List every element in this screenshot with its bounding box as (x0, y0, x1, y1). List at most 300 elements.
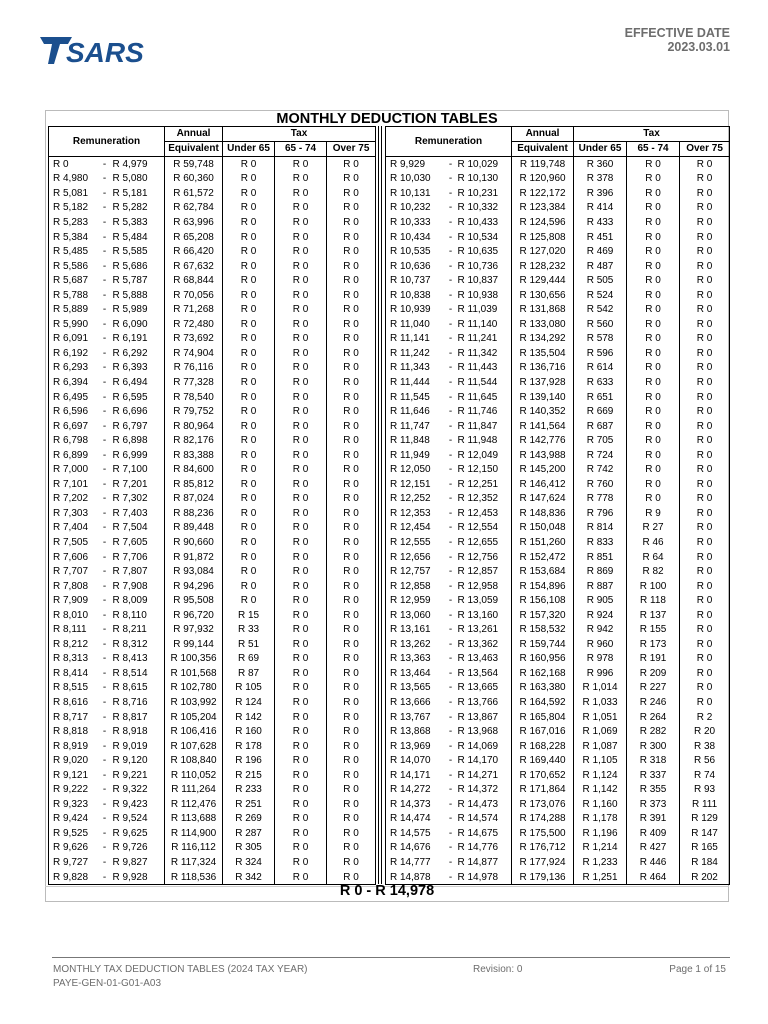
tax-65-74: R 0 (275, 448, 327, 463)
tax-65-74: R 0 (627, 157, 680, 172)
annual-equivalent: R 179,136 (512, 870, 574, 885)
tax-over-75: R 0 (327, 404, 376, 419)
remuneration-from: R 7,606 (49, 550, 99, 565)
remuneration-to: R 8,716 (111, 695, 165, 710)
annual-equivalent: R 110,052 (165, 768, 223, 783)
table-row (49, 753, 376, 768)
table-row (49, 608, 376, 623)
remuneration-to: R 8,615 (111, 681, 165, 696)
tax-65-74: R 0 (275, 346, 327, 361)
header-remuneration: Remuneration (386, 127, 512, 157)
range-dash: - (102, 333, 107, 345)
tax-65-74: R 0 (275, 317, 327, 332)
tax-under-65: R 0 (223, 273, 275, 288)
table-title: MONTHLY DEDUCTION TABLES (276, 111, 498, 127)
range-dash: - (102, 347, 107, 359)
table-row (386, 652, 730, 667)
remuneration-from: R 13,161 (386, 623, 446, 638)
tax-over-75: R 0 (680, 186, 730, 201)
tax-under-65: R 596 (574, 346, 627, 361)
table-row (386, 332, 730, 347)
table-row (386, 419, 730, 434)
table-row (49, 302, 376, 317)
range-dash: - (448, 187, 453, 199)
annual-equivalent: R 147,624 (512, 492, 574, 507)
annual-equivalent: R 152,472 (512, 550, 574, 565)
range-dash: - (448, 216, 453, 228)
range-dash: - (448, 551, 453, 563)
tax-over-75: R 0 (327, 739, 376, 754)
tax-under-65: R 505 (574, 273, 627, 288)
table-row (49, 739, 376, 754)
header-65-74: 65 - 74 (275, 142, 327, 157)
tax-65-74: R 355 (627, 783, 680, 798)
annual-equivalent: R 100,356 (165, 652, 223, 667)
remuneration-from: R 10,030 (386, 172, 446, 187)
tax-65-74: R 0 (275, 608, 327, 623)
annual-equivalent: R 143,988 (512, 448, 574, 463)
remuneration-from: R 9,525 (49, 826, 99, 841)
tax-over-75: R 0 (680, 244, 730, 259)
remuneration-to: R 10,332 (456, 201, 512, 216)
tax-under-65: R 542 (574, 302, 627, 317)
tax-65-74: R 0 (627, 404, 680, 419)
annual-equivalent: R 103,992 (165, 695, 223, 710)
remuneration-from: R 11,141 (386, 332, 446, 347)
range-dash: - (102, 827, 107, 839)
tax-over-75: R 0 (327, 244, 376, 259)
range-dash: - (102, 464, 107, 476)
remuneration-from: R 10,838 (386, 288, 446, 303)
tax-under-65: R 433 (574, 215, 627, 230)
tax-65-74: R 0 (275, 637, 327, 652)
annual-equivalent: R 111,264 (165, 783, 223, 798)
tax-under-65: R 0 (223, 390, 275, 405)
remuneration-to: R 6,393 (111, 361, 165, 376)
tax-65-74: R 0 (275, 259, 327, 274)
tax-65-74: R 0 (275, 739, 327, 754)
remuneration-to: R 7,504 (111, 521, 165, 536)
tax-under-65: R 978 (574, 652, 627, 667)
tax-65-74: R 0 (627, 375, 680, 390)
tax-65-74: R 0 (627, 361, 680, 376)
remuneration-from: R 6,798 (49, 433, 99, 448)
tax-65-74: R 464 (627, 870, 680, 885)
range-dash: - (102, 653, 107, 665)
remuneration-from: R 14,474 (386, 812, 446, 827)
remuneration-to: R 6,191 (111, 332, 165, 347)
remuneration-from: R 10,333 (386, 215, 446, 230)
remuneration-to: R 5,686 (111, 259, 165, 274)
tax-over-75: R 0 (680, 230, 730, 245)
table-row (386, 361, 730, 376)
remuneration-to: R 10,029 (456, 157, 512, 172)
remuneration-from: R 11,545 (386, 390, 446, 405)
annual-equivalent: R 84,600 (165, 462, 223, 477)
header-65-74: 65 - 74 (627, 142, 680, 157)
annual-equivalent: R 68,844 (165, 273, 223, 288)
remuneration-to: R 12,453 (456, 506, 512, 521)
remuneration-to: R 9,221 (111, 768, 165, 783)
tax-65-74: R 0 (627, 390, 680, 405)
tax-under-65: R 215 (223, 768, 275, 783)
table-row (49, 172, 376, 187)
table-row (386, 550, 730, 565)
remuneration-from: R 9,424 (49, 812, 99, 827)
annual-equivalent: R 71,268 (165, 302, 223, 317)
table-row (49, 419, 376, 434)
remuneration-from: R 5,081 (49, 186, 99, 201)
range-dash: - (448, 842, 453, 854)
remuneration-to: R 12,049 (456, 448, 512, 463)
remuneration-to: R 11,544 (456, 375, 512, 390)
tax-under-65: R 942 (574, 623, 627, 638)
range-dash: - (102, 391, 107, 403)
tax-65-74: R 0 (627, 259, 680, 274)
tax-65-74: R 0 (627, 215, 680, 230)
remuneration-to: R 13,867 (456, 710, 512, 725)
remuneration-to: R 5,484 (111, 230, 165, 245)
tax-under-65: R 560 (574, 317, 627, 332)
table-row (49, 288, 376, 303)
tax-under-65: R 0 (223, 433, 275, 448)
remuneration-to: R 11,948 (456, 433, 512, 448)
remuneration-to: R 14,877 (456, 855, 512, 870)
tax-over-75: R 0 (327, 564, 376, 579)
tax-over-75: R 129 (680, 812, 730, 827)
table-row (386, 812, 730, 827)
annual-equivalent: R 129,444 (512, 273, 574, 288)
range-dash: - (102, 711, 107, 723)
tax-over-75: R 0 (327, 637, 376, 652)
remuneration-to: R 12,251 (456, 477, 512, 492)
remuneration-to: R 7,100 (111, 462, 165, 477)
remuneration-from: R 5,384 (49, 230, 99, 245)
table-row (49, 230, 376, 245)
remuneration-to: R 5,787 (111, 273, 165, 288)
tax-under-65: R 360 (574, 157, 627, 172)
remuneration-from: R 11,747 (386, 419, 446, 434)
annual-equivalent: R 150,048 (512, 521, 574, 536)
range-dash: - (448, 798, 453, 810)
tax-65-74: R 0 (275, 710, 327, 725)
tax-under-65: R 614 (574, 361, 627, 376)
annual-equivalent: R 107,628 (165, 739, 223, 754)
range-dash: - (102, 697, 107, 708)
annual-equivalent: R 169,440 (512, 753, 574, 768)
remuneration-to: R 6,696 (111, 404, 165, 419)
tax-under-65: R 414 (574, 201, 627, 216)
range-dash: - (448, 333, 453, 345)
remuneration-to: R 10,231 (456, 186, 512, 201)
remuneration-to: R 11,847 (456, 419, 512, 434)
tax-under-65: R 905 (574, 593, 627, 608)
range-dash: - (446, 870, 456, 885)
annual-equivalent: R 112,476 (165, 797, 223, 812)
annual-equivalent: R 177,924 (512, 855, 574, 870)
range-dash: - (102, 493, 107, 505)
table-row (386, 724, 730, 739)
tax-65-74: R 0 (275, 244, 327, 259)
remuneration-from: R 7,909 (49, 593, 99, 608)
remuneration-from: R 14,575 (386, 826, 446, 841)
tax-over-75: R 0 (680, 462, 730, 477)
remuneration-to: R 7,908 (111, 579, 165, 594)
tax-65-74: R 27 (627, 521, 680, 536)
tax-over-75: R 0 (680, 666, 730, 681)
effective-date-block (625, 26, 730, 54)
tax-over-75: R 0 (327, 783, 376, 798)
range-dash: - (448, 595, 453, 607)
tax-under-65: R 487 (574, 259, 627, 274)
sars-logo (38, 34, 148, 68)
remuneration-from: R 11,242 (386, 346, 446, 361)
remuneration-to: R 8,817 (111, 710, 165, 725)
range-dash: - (102, 507, 107, 519)
header-tax: Tax (574, 127, 730, 142)
annual-equivalent: R 131,868 (512, 302, 574, 317)
remuneration-to: R 13,160 (456, 608, 512, 623)
remuneration-from: R 6,596 (49, 404, 99, 419)
tax-over-75: R 111 (680, 797, 730, 812)
tax-over-75: R 0 (680, 492, 730, 507)
annual-equivalent: R 74,904 (165, 346, 223, 361)
range-dash: - (448, 726, 453, 738)
table-row (49, 186, 376, 201)
range-dash: - (448, 507, 453, 519)
tax-65-74: R 409 (627, 826, 680, 841)
remuneration-from: R 13,767 (386, 710, 446, 725)
table-row (49, 637, 376, 652)
tax-under-65: R 1,124 (574, 768, 627, 783)
tax-over-75: R 0 (327, 753, 376, 768)
remuneration-to: R 14,170 (456, 753, 512, 768)
remuneration-from: R 6,697 (49, 419, 99, 434)
annual-equivalent: R 90,660 (165, 535, 223, 550)
tax-over-75: R 0 (327, 521, 376, 536)
tax-over-75: R 0 (327, 186, 376, 201)
tax-65-74: R 0 (275, 550, 327, 565)
remuneration-to: R 8,918 (111, 724, 165, 739)
table-row (49, 666, 376, 681)
table-row (49, 506, 376, 521)
annual-equivalent: R 151,260 (512, 535, 574, 550)
header-tax: Tax (223, 127, 376, 142)
table-row (386, 375, 730, 390)
range-dash: - (102, 202, 107, 214)
header-under-65: Under 65 (574, 142, 627, 157)
range-dash: - (448, 755, 453, 767)
tax-65-74: R 0 (275, 695, 327, 710)
tax-over-75: R 0 (327, 724, 376, 739)
range-dash: - (102, 624, 107, 636)
remuneration-from: R 5,687 (49, 273, 99, 288)
tax-65-74: R 173 (627, 637, 680, 652)
table-row (49, 390, 376, 405)
table-row (49, 317, 376, 332)
footer-page-number: Page 1 of 15 (669, 964, 726, 975)
remuneration-to: R 11,140 (456, 317, 512, 332)
range-dash: - (446, 157, 456, 172)
tax-over-75: R 0 (327, 506, 376, 521)
tax-under-65: R 742 (574, 462, 627, 477)
remuneration-from: R 14,676 (386, 841, 446, 856)
remuneration-from: R 8,111 (49, 623, 99, 638)
annual-equivalent: R 118,536 (165, 870, 223, 885)
tax-over-75: R 0 (327, 608, 376, 623)
remuneration-to: R 8,514 (111, 666, 165, 681)
tax-65-74: R 0 (275, 535, 327, 550)
tax-over-75: R 0 (327, 666, 376, 681)
tax-65-74: R 191 (627, 652, 680, 667)
table-row (49, 404, 376, 419)
range-dash: - (102, 726, 107, 738)
annual-equivalent: R 85,812 (165, 477, 223, 492)
tax-65-74: R 0 (627, 346, 680, 361)
tax-65-74: R 446 (627, 855, 680, 870)
tax-under-65: R 814 (574, 521, 627, 536)
remuneration-from: R 7,808 (49, 579, 99, 594)
header-equivalent: Equivalent (165, 142, 223, 157)
table-row (49, 492, 376, 507)
range-dash: - (448, 289, 453, 301)
tax-65-74: R 0 (275, 666, 327, 681)
tax-65-74: R 0 (275, 826, 327, 841)
tax-over-75: R 147 (680, 826, 730, 841)
annual-equivalent: R 156,108 (512, 593, 574, 608)
table-row (49, 623, 376, 638)
tax-65-74: R 0 (275, 302, 327, 317)
tax-over-75: R 0 (327, 259, 376, 274)
annual-equivalent: R 101,568 (165, 666, 223, 681)
tax-over-75: R 0 (327, 390, 376, 405)
tax-over-75: R 0 (327, 215, 376, 230)
tax-65-74: R 0 (627, 419, 680, 434)
table-row (386, 172, 730, 187)
remuneration-to: R 7,201 (111, 477, 165, 492)
table-row (49, 535, 376, 550)
remuneration-to: R 14,473 (456, 797, 512, 812)
tax-65-74: R 0 (275, 724, 327, 739)
remuneration-to: R 9,120 (111, 753, 165, 768)
effective-date-label: EFFECTIVE DATE (624, 26, 730, 40)
tax-over-75: R 0 (680, 317, 730, 332)
tax-over-75: R 0 (327, 710, 376, 725)
tax-65-74: R 0 (627, 244, 680, 259)
remuneration-to: R 9,524 (111, 812, 165, 827)
tax-over-75: R 0 (680, 201, 730, 216)
tax-65-74: R 82 (627, 564, 680, 579)
remuneration-to: R 11,342 (456, 346, 512, 361)
tax-65-74: R 337 (627, 768, 680, 783)
table-row (386, 710, 730, 725)
table-row (386, 404, 730, 419)
tax-under-65: R 1,087 (574, 739, 627, 754)
remuneration-from: R 6,394 (49, 375, 99, 390)
tax-over-75: R 0 (327, 797, 376, 812)
range-dash: - (102, 522, 107, 534)
tax-65-74: R 0 (627, 448, 680, 463)
annual-equivalent: R 79,752 (165, 404, 223, 419)
remuneration-to: R 13,665 (456, 681, 512, 696)
range-dash: - (102, 566, 107, 578)
tax-under-65: R 0 (223, 375, 275, 390)
table-row (386, 433, 730, 448)
tax-under-65: R 851 (574, 550, 627, 565)
remuneration-from: R 12,757 (386, 564, 446, 579)
annual-equivalent: R 116,112 (165, 841, 223, 856)
range-dash: - (448, 406, 453, 418)
table-row (386, 521, 730, 536)
remuneration-to: R 5,080 (111, 172, 165, 187)
remuneration-from: R 9,828 (49, 870, 99, 885)
tax-over-75: R 0 (680, 273, 730, 288)
range-dash: - (102, 551, 107, 563)
range-dash: - (102, 260, 107, 272)
remuneration-to: R 12,756 (456, 550, 512, 565)
tax-over-75: R 0 (680, 157, 730, 172)
table-row (49, 579, 376, 594)
table-row (386, 317, 730, 332)
annual-equivalent: R 89,448 (165, 521, 223, 536)
tax-under-65: R 524 (574, 288, 627, 303)
tax-over-75: R 0 (327, 812, 376, 827)
remuneration-from: R 6,293 (49, 361, 99, 376)
remuneration-from: R 7,707 (49, 564, 99, 579)
range-dash: - (448, 493, 453, 505)
remuneration-to: R 11,746 (456, 404, 512, 419)
tax-under-65: R 469 (574, 244, 627, 259)
effective-date-value: 2023.03.01 (667, 40, 730, 54)
table-row (386, 506, 730, 521)
table-row (49, 724, 376, 739)
remuneration-from: R 12,656 (386, 550, 446, 565)
remuneration-to: R 13,463 (456, 652, 512, 667)
remuneration-to: R 9,827 (111, 855, 165, 870)
tax-under-65: R 1,033 (574, 695, 627, 710)
remuneration-from: R 10,535 (386, 244, 446, 259)
annual-equivalent: R 93,084 (165, 564, 223, 579)
remuneration-to: R 12,554 (456, 521, 512, 536)
remuneration-from: R 10,434 (386, 230, 446, 245)
table-row (49, 477, 376, 492)
tax-under-65: R 87 (223, 666, 275, 681)
range-dash: - (102, 609, 107, 621)
table-row (386, 477, 730, 492)
tax-over-75: R 0 (680, 506, 730, 521)
tax-under-65: R 233 (223, 783, 275, 798)
annual-equivalent: R 119,748 (512, 157, 574, 172)
range-dash: - (448, 420, 453, 432)
range-dash: - (102, 784, 107, 796)
remuneration-to: R 5,383 (111, 215, 165, 230)
range-dash: - (102, 275, 107, 287)
remuneration-from: R 12,353 (386, 506, 446, 521)
tax-65-74: R 0 (627, 302, 680, 317)
table-row (386, 666, 730, 681)
tax-over-75: R 0 (680, 259, 730, 274)
remuneration-to: R 10,635 (456, 244, 512, 259)
remuneration-from: R 11,343 (386, 361, 446, 376)
tax-over-75: R 0 (680, 419, 730, 434)
tax-over-75: R 74 (680, 768, 730, 783)
table-row (386, 186, 730, 201)
range-dash: - (448, 536, 453, 548)
tax-under-65: R 396 (574, 186, 627, 201)
remuneration-from: R 13,868 (386, 724, 446, 739)
remuneration-from: R 9,020 (49, 753, 99, 768)
annual-equivalent: R 174,288 (512, 812, 574, 827)
